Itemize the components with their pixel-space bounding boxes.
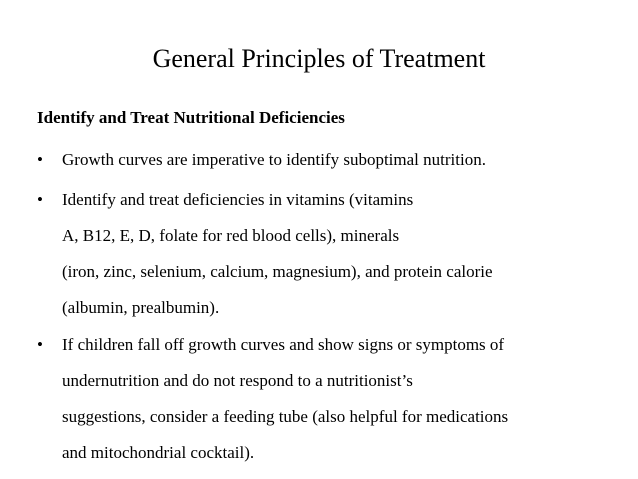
slide-title: General Principles of Treatment (152, 44, 486, 73)
bullet-text-line: A, B12, E, D, folate for red blood cells), minerals (62, 226, 400, 245)
bullet-point-icon: • (37, 150, 43, 169)
bullet-text-line: If children fall off growth curves and show signs or symptoms of (62, 335, 505, 354)
bullet-text-line: suggestions, consider a feeding tube (also helpful for medications (62, 407, 509, 426)
bullet-text-line: (iron, zinc, selenium, calcium, magnesium), and protein calorie (62, 262, 493, 281)
bullet-text-line: and mitochondrial cocktail). (62, 443, 255, 462)
bullet-text-line: (albumin, prealbumin). (62, 298, 220, 317)
bullet-text-line: Growth curves are imperative to identify suboptimal nutrition. (62, 150, 486, 169)
bullet-point-icon: • (37, 190, 43, 209)
bullet-point-icon: • (37, 335, 43, 354)
bullet-text-line: undernutrition and do not respond to a nutritionist’s (62, 371, 413, 390)
bullet-text-line: Identify and treat deficiencies in vitamins (vitamins (62, 190, 414, 209)
section-subheading: Identify and Treat Nutritional Deficiencies (37, 108, 345, 127)
